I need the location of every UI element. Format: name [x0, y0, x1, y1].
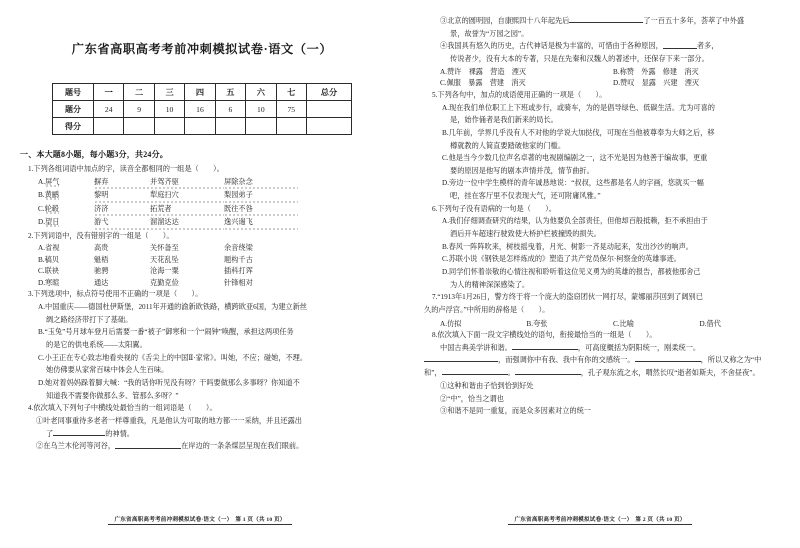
question-8-stem: 8.依次填入下面一段文字横线处的语句，衔接最恰当的一组是（ ）。	[432, 330, 657, 339]
option-word-3: 犁庭扫穴	[150, 190, 224, 204]
option-label-word-1: D.望日	[38, 218, 60, 227]
score-cell-3: 10	[154, 101, 184, 118]
option-text: 他是当今少数几位声名卓著的电视剧编剧之一，这不光是因为他善于编故事，更重	[448, 154, 708, 163]
row-label-question-score: 题分	[53, 101, 94, 118]
question-5-option-a[interactable]	[442, 103, 786, 115]
question-5-option-c[interactable]	[442, 153, 786, 165]
option-label-word-1: B.稿贝	[38, 255, 59, 264]
table-row-earned-scores	[53, 118, 352, 135]
option-word-3: 沧海一粟	[150, 267, 179, 276]
option-label: D.	[442, 179, 449, 188]
question-2-option-d[interactable]	[38, 278, 384, 290]
footer-text: 广东省高职高考考前冲刺模拟试卷·语文（一） 第 1 页（共 10 页）	[108, 515, 291, 525]
option-word-4: 题构千古	[224, 255, 253, 264]
option-label-word-1: B.黄鹂	[38, 191, 59, 200]
option-text: 佩服 暴露 营建 消灭	[446, 79, 526, 88]
option-text: 夸张	[533, 319, 548, 328]
question-1-option-a[interactable]	[38, 177, 384, 191]
passage-text: 和”，	[424, 369, 442, 378]
question-8-passage-line-2	[424, 355, 786, 367]
item-text: 我国具有悠久的历史，古代神话是极为丰富的，可惜由于各种原因，	[447, 42, 663, 51]
option-text: 仿拟	[447, 319, 462, 328]
option-label: A.	[440, 319, 447, 328]
col-header-2: 二	[124, 84, 154, 101]
footer-text: 广东省高职高考考前冲刺模拟试卷·语文（一） 第 2 页（共 10 页）	[508, 515, 691, 525]
option-word-3: 关怀备至	[150, 244, 179, 253]
question-4-item-3	[440, 16, 786, 28]
fill-blank[interactable]	[569, 16, 643, 23]
item-text-tail: 者多，	[696, 42, 719, 51]
item-number: ④	[440, 42, 448, 51]
option-word-4: 针锋相对	[224, 278, 253, 287]
question-8-item-3[interactable]: ③和谐不是同一重复，而是众多因素对立的统一	[440, 407, 591, 416]
option-word-2: 高贵	[94, 244, 109, 253]
earned-cell-5[interactable]	[215, 118, 245, 135]
option-label: D.	[442, 268, 449, 277]
question-5-option-d-cont: 吧，挂在客厅里不仅表现大气，还可附庸风雅。”	[450, 192, 601, 201]
option-word-4: 屏除杂念	[224, 177, 298, 191]
option-text: 称赞 外露 修建 消灭	[619, 67, 699, 76]
item-text-tail: 的神情。	[105, 429, 134, 438]
section-one-heading: 一、本大题8小题，每小题3分，共24分。	[20, 150, 168, 159]
question-3-option-c[interactable]	[38, 353, 384, 365]
score-cell-1: 24	[94, 101, 124, 118]
fill-blank[interactable]	[512, 343, 578, 350]
option-label: B.	[613, 67, 620, 76]
option-label-word-1: C.联袂	[38, 267, 59, 276]
item-text-lead: 了	[46, 429, 54, 438]
question-4-option-b[interactable]	[613, 67, 786, 79]
question-2-option-a[interactable]	[38, 243, 384, 255]
score-cell-5: 6	[215, 101, 245, 118]
option-word-3: 并驾齐驱	[150, 177, 224, 191]
question-7-options	[440, 318, 786, 330]
question-8-item-1[interactable]: ①这种和谐由子恰到恰到好处	[440, 381, 534, 390]
fill-blank[interactable]	[515, 368, 581, 375]
item-text-tail: 了一百五十多年，荟萃了中外盛	[643, 17, 745, 26]
passage-text: ，可高度概括为阴阳统一，刚柔统一。	[577, 343, 701, 352]
question-2-stem: 2.下列词语中，没有错别字的一组是（ ）。	[28, 231, 174, 240]
option-text: 春风一阵阵吹来，树枝摇曳着，月光、树影一齐晃动起来，发出沙沙的响声。	[448, 242, 693, 251]
option-text: 中国重庆——德国杜伊斯堡，2011年开通的渝新欧铁路，横跨欧亚6国，为建立新丝	[45, 303, 308, 312]
item-number: ②	[36, 442, 44, 451]
earned-cell-6[interactable]	[246, 118, 276, 135]
question-7-stem-line-2: 久的卢浮宫。”中所用的辞格是（ ）。	[424, 306, 550, 315]
fill-blank[interactable]	[442, 368, 508, 375]
option-label: D.	[613, 79, 620, 88]
option-label: D.	[699, 319, 707, 328]
question-6-option-b[interactable]	[442, 242, 786, 254]
option-text: 赞叹 显露 兴建 湮灭	[620, 79, 700, 88]
option-label: B.	[526, 319, 534, 328]
option-word-4: 既往不咎	[224, 204, 298, 218]
page-footer-right	[400, 508, 800, 526]
option-label-word-1: A.省视	[38, 244, 60, 253]
question-8-item-2[interactable]: ②“中”，恰当之谓也	[440, 394, 504, 403]
option-word-3: 克勤克俭	[150, 278, 179, 287]
score-cell-6: 10	[246, 101, 276, 118]
option-word-2: 摒弃	[94, 177, 150, 191]
option-label: B.	[442, 242, 449, 251]
earned-cell-4[interactable]	[185, 118, 215, 135]
question-6-stem: 6.下列句子没有语病的一句是（ ）。	[432, 204, 556, 213]
item-number: ③	[440, 17, 448, 26]
question-7-option-d[interactable]	[700, 318, 787, 330]
question-4-item-4	[440, 41, 786, 53]
item-text: 在乌兰木伦河等河谷，	[43, 442, 116, 451]
option-label: B.	[442, 128, 449, 137]
question-3-option-b-cont: 的是它的供电系统——太阳翼。	[46, 341, 147, 350]
col-header-1: 一	[94, 84, 124, 101]
question-7-option-c[interactable]	[613, 318, 700, 330]
table-row-question-numbers	[53, 84, 352, 101]
row-label-question-number: 题号	[53, 84, 94, 101]
option-text: 同学们怀着崇敬的心情注视和聆听着这位见义勇为的英雄的报告，都被他那舍己	[449, 268, 701, 277]
earned-cell-2[interactable]	[124, 118, 154, 135]
option-word-4: 逸兴遄飞	[224, 217, 298, 231]
question-6-option-a[interactable]	[442, 216, 786, 228]
question-3-option-b[interactable]	[38, 327, 384, 339]
option-text: 现在我们单位职工上下班或步行，或骑车，为的是倡导绿色、低碳生活。尤为可喜的	[449, 103, 715, 112]
question-8-passage-line-1	[440, 343, 786, 355]
page-footer-left	[0, 508, 400, 526]
option-label: C.	[613, 319, 620, 328]
option-text: 几年前，学界几乎没有人不对他的学说大加挞伐，可现在当他被尊奉为大师之后，移	[448, 128, 715, 137]
earned-cell-7[interactable]	[276, 118, 306, 135]
question-4-options-row-1	[440, 67, 786, 79]
page-title: 广东省高职高考考前冲刺模拟试卷·语文（一）	[71, 42, 333, 56]
question-4-item-3-cont: 景，故誉为“万园之园”。	[450, 29, 529, 38]
option-word-2: 游弋	[94, 217, 150, 231]
question-7-stem-line-1: 7.“1913年1月26日，警方终于将一个庞大的盗窃团伙一网打尽，蒙娜丽莎回到了阔别已	[432, 293, 703, 302]
option-label-word-1: D.寒暄	[38, 278, 60, 287]
question-8-passage-line-3	[424, 368, 786, 380]
option-label: A.	[442, 103, 449, 112]
fill-blank[interactable]	[635, 355, 701, 362]
col-header-3: 三	[154, 84, 184, 101]
passage-text: 。	[507, 369, 515, 378]
earned-cell-1[interactable]	[94, 118, 124, 135]
option-label: C.	[442, 255, 449, 264]
question-7-option-b[interactable]	[527, 318, 614, 330]
question-1-option-c[interactable]	[38, 204, 384, 218]
score-cell-total	[307, 101, 352, 118]
option-word-2: 魁梧	[94, 255, 109, 264]
question-5-option-a-cont: 是，始作俑者是我们新来的局长。	[450, 116, 558, 125]
score-cell-7: 75	[276, 101, 306, 118]
option-word-4: 插科打诨	[224, 267, 253, 276]
option-text: 小王正在专心致志地看央视的《舌尖上的中国Ⅱ·家常》。叫她，不应；碰她，不理。	[44, 353, 308, 362]
question-5-option-b-cont: 樽就教的人简直要踏破他家的门槛。	[450, 141, 566, 150]
item-text: 北京的圆明园，自康熙四十八年起先后	[447, 17, 570, 26]
fill-blank[interactable]	[115, 441, 181, 448]
question-5-option-b[interactable]	[442, 128, 786, 140]
option-word-2: 黎明	[94, 190, 150, 204]
earned-cell-3[interactable]	[154, 118, 184, 135]
option-label: C.	[442, 154, 449, 163]
option-word-2: 济济	[94, 204, 150, 218]
fill-blank[interactable]	[663, 41, 697, 48]
question-2-option-c[interactable]	[38, 266, 384, 278]
option-label: A.	[440, 67, 447, 76]
question-3-option-c-cont: 她仿佛要从家常百味中体会人生百味。	[46, 366, 169, 375]
item-text: 叶老同事重待多老者一样尊重我，凡是他认为可取的地方都一一采纳，并且还露出	[43, 417, 302, 425]
question-6-option-d[interactable]	[442, 267, 786, 279]
question-4-stem: 4.依次填入下列句子中横线处最恰当的一组词语是（ ）。	[28, 404, 217, 413]
option-word-3: 拓荒者	[150, 204, 224, 218]
question-3-option-d-cont: 知道我不需要你做那么多、管那么多呀？”	[46, 391, 179, 400]
question-4-options-row-2	[440, 78, 786, 90]
question-6-option-a-cont: 酒后开车超速行驶致使大桥护栏被撞毁的损失。	[450, 230, 601, 239]
passage-text: ，所以又称之为“中	[700, 356, 762, 365]
option-text: 比喻	[619, 319, 634, 328]
question-3-stem: 3.下列选项中，标点符号使用不正确的一项是（ ）。	[28, 290, 203, 299]
question-4-option-a[interactable]	[440, 67, 613, 79]
table-row-question-scores	[53, 101, 352, 118]
fill-blank[interactable]	[53, 429, 105, 436]
option-label: C.	[440, 79, 447, 88]
item-number: ①	[36, 417, 44, 425]
option-text: 旁边一位中学生模样的青年诚恳地说：“叔叔，这些都是名人的字画，您就买一幅	[449, 179, 704, 188]
question-3-option-a[interactable]	[38, 302, 384, 314]
option-label-word-1: C.轮毂	[38, 204, 59, 213]
question-4-item-4-cont: 传说者少，没有大本的专著，只是在先秦和汉魏人的著述中，还保存下来一部分。	[450, 55, 709, 64]
score-cell-4: 16	[185, 101, 215, 118]
option-word-3: 溜溜达达	[150, 217, 224, 231]
question-4-item-1-cont	[46, 429, 384, 441]
fill-blank[interactable]	[424, 355, 498, 362]
option-text: 苏联小说《钢铁是怎样炼成的》塑造了共产党员保尔·柯察金的英雄事迹。	[448, 255, 681, 264]
option-text: 借代	[706, 319, 721, 328]
option-text: “玉兔”号月球车登月后需要一番“被子”御寒和一个“闹钟”唤醒，承担这两项任务	[44, 328, 294, 337]
question-1-option-d[interactable]	[38, 217, 384, 231]
question-4-option-d[interactable]	[613, 78, 786, 90]
score-table	[52, 83, 352, 135]
option-word-4: 余音绕梁	[224, 244, 253, 253]
score-cell-2: 9	[124, 101, 154, 118]
question-2-option-b[interactable]	[38, 255, 384, 267]
col-header-7: 七	[276, 84, 306, 101]
question-5-option-d[interactable]	[442, 178, 786, 190]
question-3-option-a-cont: 绸之路经济带打下了基础。	[46, 315, 133, 324]
question-4-item-2	[36, 441, 384, 453]
option-word-3: 天花乱坠	[150, 255, 179, 264]
col-header-4: 四	[185, 84, 215, 101]
option-text: 她对着妈妈跺着脚大喊：“我的话你听见没有呀？干吗要做那么多事呀？你知道不	[45, 379, 300, 388]
option-text: 赞许 裸露 营造 湮灭	[447, 67, 527, 76]
passage-text: ，孔子观东流之水，喟然长叹“逝者如斯夫，不舍昼夜”。	[580, 369, 760, 378]
question-1-stem: 1.下列各组词语中加点的字，读音全都相同的一组是（ ）。	[28, 165, 224, 173]
option-label: B.	[38, 328, 45, 337]
option-label: A.	[442, 217, 449, 226]
option-label: D.	[38, 379, 45, 388]
question-6-option-d-cont: 为人的精神深深感染了。	[450, 280, 530, 289]
page-right	[400, 0, 800, 548]
question-3-option-d[interactable]	[38, 378, 384, 390]
question-7-option-a[interactable]	[440, 318, 527, 330]
option-word-2: 通达	[94, 278, 109, 287]
col-header-total: 总分	[307, 84, 352, 101]
col-header-6: 六	[246, 84, 276, 101]
option-word-2: 驰骋	[94, 267, 109, 276]
option-label: C.	[38, 353, 45, 362]
option-text: 我们仔细调查研究的结果，认为他要负全部责任，但他却百般抵赖，拒不承担由于	[449, 217, 708, 226]
question-1-option-b[interactable]	[38, 190, 384, 204]
earned-cell-total[interactable]	[307, 118, 352, 135]
question-5-option-c-cont: 要的原因是他写的剧本声情并茂，情节曲折。	[450, 166, 594, 175]
question-5-stem: 5.下列各句中，加点的成语使用正确的一项是（ ）。	[432, 90, 607, 99]
passage-text: ，而强调你中有我、我中有你的交感统一。	[498, 356, 635, 365]
option-label-word-1: A.屏气	[38, 177, 60, 186]
col-header-5: 五	[215, 84, 245, 101]
passage-text: 中国古典美学讲和谐。	[440, 343, 512, 352]
option-label: A.	[38, 303, 45, 312]
item-text-tail: 在岸边的一条条煤层呈现在我们眼前。	[181, 442, 304, 451]
question-4-item-1	[36, 416, 384, 428]
question-6-option-c[interactable]	[442, 254, 786, 266]
row-label-earned-score: 得分	[53, 118, 94, 135]
option-word-4: 梨园弟子	[224, 190, 298, 204]
question-4-option-c[interactable]	[440, 78, 613, 90]
